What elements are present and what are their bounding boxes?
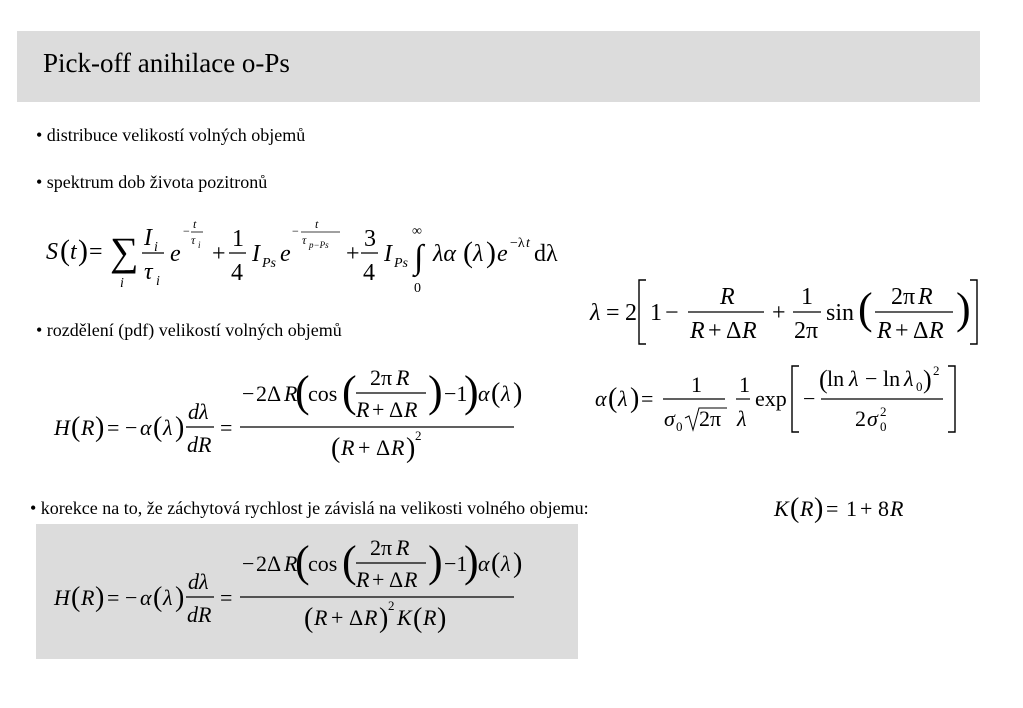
- equation-kr: [770, 490, 920, 526]
- bullet-lifetime-spectrum: • spektrum dob života pozitronů: [36, 172, 268, 192]
- svg-text:+: +: [372, 567, 385, 592]
- svg-text:): ): [956, 284, 971, 333]
- svg-text:R: R: [929, 318, 944, 344]
- svg-text:R: R: [877, 318, 892, 344]
- svg-text:S: S: [46, 239, 58, 265]
- svg-text:λ: λ: [163, 415, 173, 440]
- svg-text:−: −: [125, 585, 138, 610]
- svg-text:cos: cos: [308, 551, 338, 576]
- svg-text:λα: λα: [433, 241, 456, 267]
- svg-text:−: −: [865, 366, 878, 391]
- svg-text:2: 2: [388, 598, 395, 613]
- svg-text:): ): [428, 537, 443, 586]
- svg-text:H: H: [54, 585, 70, 610]
- svg-text:−: −: [242, 551, 255, 576]
- svg-text:R: R: [284, 381, 298, 406]
- svg-text:τ: τ: [302, 233, 307, 247]
- svg-text:dλ: dλ: [534, 241, 558, 267]
- svg-text:K: K: [397, 605, 412, 630]
- svg-text:R: R: [391, 435, 405, 460]
- svg-text:): ): [175, 582, 185, 613]
- svg-text:dR: dR: [187, 432, 212, 457]
- svg-text:−: −: [803, 386, 816, 411]
- svg-text:R: R: [341, 435, 355, 460]
- svg-text:2π: 2π: [699, 406, 722, 431]
- svg-text:=: =: [826, 496, 839, 521]
- bullet-correction: • korekce na to, že záchytová rychlost je závislá na velikosti volného objemu:: [30, 498, 589, 518]
- svg-text:t: t: [70, 239, 77, 265]
- svg-text:): ): [513, 378, 523, 409]
- svg-text:(: (: [71, 412, 81, 443]
- svg-text:R: R: [314, 605, 328, 630]
- svg-text:∞: ∞: [412, 224, 422, 239]
- svg-text:): ): [814, 493, 824, 524]
- svg-text:α: α: [478, 551, 490, 576]
- svg-text:0: 0: [414, 281, 421, 296]
- svg-text:cos: cos: [308, 381, 338, 406]
- svg-text:R: R: [720, 284, 735, 310]
- svg-text:p−Ps: p−Ps: [309, 240, 329, 250]
- svg-text:−: −: [292, 224, 299, 238]
- bullet-volume-distribution: • distribuce velikostí volných objemů: [36, 125, 306, 145]
- svg-text:R: R: [396, 535, 410, 560]
- svg-text:−: −: [125, 415, 138, 440]
- svg-text:(: (: [463, 236, 473, 269]
- svg-text:=: =: [220, 585, 233, 610]
- svg-text:+: +: [772, 300, 786, 326]
- svg-text:2: 2: [855, 406, 866, 431]
- svg-text:2π: 2π: [370, 535, 393, 560]
- svg-text:dR: dR: [187, 602, 212, 627]
- svg-text:R: R: [356, 567, 370, 592]
- svg-text:Ps: Ps: [394, 256, 408, 271]
- svg-text:R: R: [396, 365, 410, 390]
- svg-text:λ: λ: [501, 551, 511, 576]
- svg-text:2: 2: [880, 404, 887, 419]
- svg-text:): ): [95, 412, 105, 443]
- svg-text:∑: ∑: [110, 229, 139, 274]
- svg-text:i: i: [154, 240, 158, 255]
- svg-text:α: α: [140, 585, 152, 610]
- equation-pdf-corrected: [50, 532, 523, 642]
- svg-text:): ): [464, 367, 479, 416]
- svg-text:=: =: [641, 386, 654, 411]
- svg-text:R: R: [890, 496, 904, 521]
- svg-text:λ: λ: [737, 406, 747, 431]
- svg-text:): ): [464, 537, 479, 586]
- equation-lambda: [588, 272, 988, 352]
- svg-text:(: (: [60, 234, 70, 267]
- svg-text:(: (: [295, 367, 310, 416]
- svg-text:(: (: [790, 493, 800, 524]
- svg-text:1: 1: [650, 300, 662, 326]
- svg-text:=: =: [89, 239, 103, 265]
- svg-text:t: t: [526, 236, 530, 251]
- svg-text:λ: λ: [618, 386, 628, 411]
- svg-text:−λ: −λ: [510, 236, 525, 251]
- svg-text:ln: ln: [883, 366, 901, 391]
- svg-text:2π: 2π: [794, 318, 819, 344]
- svg-text:+: +: [372, 397, 385, 422]
- svg-text:σ: σ: [664, 406, 675, 431]
- svg-text:e: e: [280, 241, 291, 267]
- svg-text:Ps: Ps: [262, 256, 276, 271]
- svg-text:−1: −1: [444, 381, 468, 406]
- svg-text:∫: ∫: [414, 239, 424, 276]
- svg-text:): ): [437, 603, 447, 634]
- svg-text:Δ: Δ: [913, 318, 929, 344]
- svg-text:Δ: Δ: [376, 435, 391, 460]
- svg-text:4: 4: [363, 260, 375, 286]
- svg-text:2Δ: 2Δ: [256, 381, 282, 406]
- svg-text:(: (: [491, 548, 501, 579]
- svg-text:1: 1: [801, 284, 813, 310]
- svg-text:(: (: [295, 537, 310, 586]
- svg-text:τ: τ: [144, 259, 153, 285]
- svg-text:(: (: [153, 412, 163, 443]
- svg-text:λ: λ: [163, 585, 173, 610]
- svg-text:R: R: [81, 415, 95, 440]
- svg-text:+: +: [346, 241, 360, 267]
- svg-text:R: R: [356, 397, 370, 422]
- svg-text:2Δ: 2Δ: [256, 551, 282, 576]
- svg-text:): ): [630, 383, 640, 414]
- svg-text:(: (: [331, 433, 341, 464]
- svg-text:2: 2: [933, 363, 940, 378]
- svg-text:K: K: [774, 496, 789, 521]
- svg-text:): ): [406, 433, 416, 464]
- svg-text:+: +: [358, 435, 371, 460]
- svg-text:+: +: [895, 318, 909, 344]
- svg-text:i: i: [156, 274, 160, 289]
- svg-text:λ: λ: [590, 300, 601, 326]
- svg-text:R: R: [404, 567, 418, 592]
- svg-text:2π: 2π: [370, 365, 393, 390]
- svg-text:(: (: [153, 582, 163, 613]
- svg-text:=: =: [107, 585, 120, 610]
- equation-pdf: [50, 362, 523, 467]
- svg-text:(: (: [342, 537, 357, 586]
- svg-text:3: 3: [364, 226, 376, 252]
- svg-text:=: =: [220, 415, 233, 440]
- svg-text:2π: 2π: [891, 284, 916, 310]
- svg-text:): ): [513, 548, 523, 579]
- svg-text:exp: exp: [755, 386, 787, 411]
- svg-text:dλ: dλ: [188, 399, 209, 424]
- svg-text:Δ: Δ: [389, 397, 404, 422]
- svg-text:): ): [78, 234, 88, 267]
- svg-text:): ): [486, 236, 496, 269]
- svg-text:e: e: [497, 241, 508, 267]
- svg-text:=: =: [606, 300, 620, 326]
- svg-text:=: =: [107, 415, 120, 440]
- svg-text:Δ: Δ: [349, 605, 364, 630]
- svg-text:λ: λ: [904, 366, 914, 391]
- svg-text:−1: −1: [444, 551, 468, 576]
- svg-text:(: (: [819, 365, 828, 394]
- equation-spectrum: [40, 195, 580, 300]
- svg-text:4: 4: [231, 260, 243, 286]
- svg-text:1: 1: [739, 372, 750, 397]
- svg-text:λ: λ: [501, 381, 511, 406]
- svg-text:1: 1: [232, 226, 244, 252]
- svg-text:(: (: [342, 367, 357, 416]
- svg-text:(: (: [491, 378, 501, 409]
- svg-text:R: R: [81, 585, 95, 610]
- svg-text:(: (: [413, 603, 423, 634]
- svg-text:Δ: Δ: [389, 567, 404, 592]
- svg-text:): ): [923, 365, 932, 394]
- svg-text:(: (: [304, 603, 314, 634]
- svg-text:−: −: [242, 381, 255, 406]
- svg-text:−: −: [665, 300, 679, 326]
- svg-text:(: (: [858, 284, 873, 333]
- svg-text:I: I: [144, 225, 152, 251]
- svg-text:8: 8: [878, 496, 889, 521]
- svg-text:(: (: [608, 383, 618, 414]
- svg-text:α: α: [140, 415, 152, 440]
- svg-text:R: R: [690, 318, 705, 344]
- svg-text:α: α: [595, 386, 607, 411]
- svg-text:I: I: [384, 241, 392, 267]
- svg-text:t: t: [193, 217, 197, 231]
- svg-text:dλ: dλ: [188, 569, 209, 594]
- svg-text:2: 2: [625, 300, 637, 326]
- svg-text:α: α: [478, 381, 490, 406]
- svg-text:i: i: [198, 240, 201, 250]
- svg-text:+: +: [331, 605, 344, 630]
- svg-text:i: i: [120, 276, 124, 291]
- slide-title: Pick-off anihilace o-Ps: [43, 48, 290, 78]
- svg-text:ln: ln: [827, 366, 845, 391]
- svg-text:e: e: [170, 241, 181, 267]
- svg-text:R: R: [800, 496, 814, 521]
- svg-text:): ): [175, 412, 185, 443]
- svg-text:0: 0: [676, 419, 683, 434]
- bullet-pdf-distribution: • rozdělení (pdf) velikostí volných objemů: [36, 320, 342, 340]
- svg-text:(: (: [71, 582, 81, 613]
- svg-text:sin: sin: [826, 300, 855, 326]
- svg-text:1: 1: [691, 372, 702, 397]
- svg-text:t: t: [315, 217, 319, 231]
- svg-text:I: I: [252, 241, 260, 267]
- svg-text:+: +: [708, 318, 722, 344]
- svg-text:R: R: [918, 284, 933, 310]
- svg-text:λ: λ: [473, 241, 484, 267]
- svg-text:0: 0: [916, 379, 923, 394]
- svg-text:+: +: [212, 241, 226, 267]
- svg-text:λ: λ: [849, 366, 859, 391]
- svg-text:1: 1: [846, 496, 857, 521]
- svg-text:+: +: [860, 496, 873, 521]
- svg-text:R: R: [284, 551, 298, 576]
- svg-text:): ): [428, 367, 443, 416]
- svg-text:R: R: [404, 397, 418, 422]
- svg-text:): ): [95, 582, 105, 613]
- svg-text:R: R: [364, 605, 378, 630]
- svg-text:Δ: Δ: [726, 318, 742, 344]
- svg-text:σ: σ: [867, 406, 878, 431]
- svg-text:R: R: [423, 605, 437, 630]
- svg-text:): ): [379, 603, 389, 634]
- svg-text:2: 2: [415, 428, 422, 443]
- svg-text:−: −: [183, 224, 190, 238]
- svg-text:0: 0: [880, 419, 887, 434]
- equation-alpha: [593, 360, 973, 440]
- svg-text:R: R: [742, 318, 757, 344]
- svg-text:τ: τ: [191, 233, 196, 247]
- svg-text:H: H: [54, 415, 70, 440]
